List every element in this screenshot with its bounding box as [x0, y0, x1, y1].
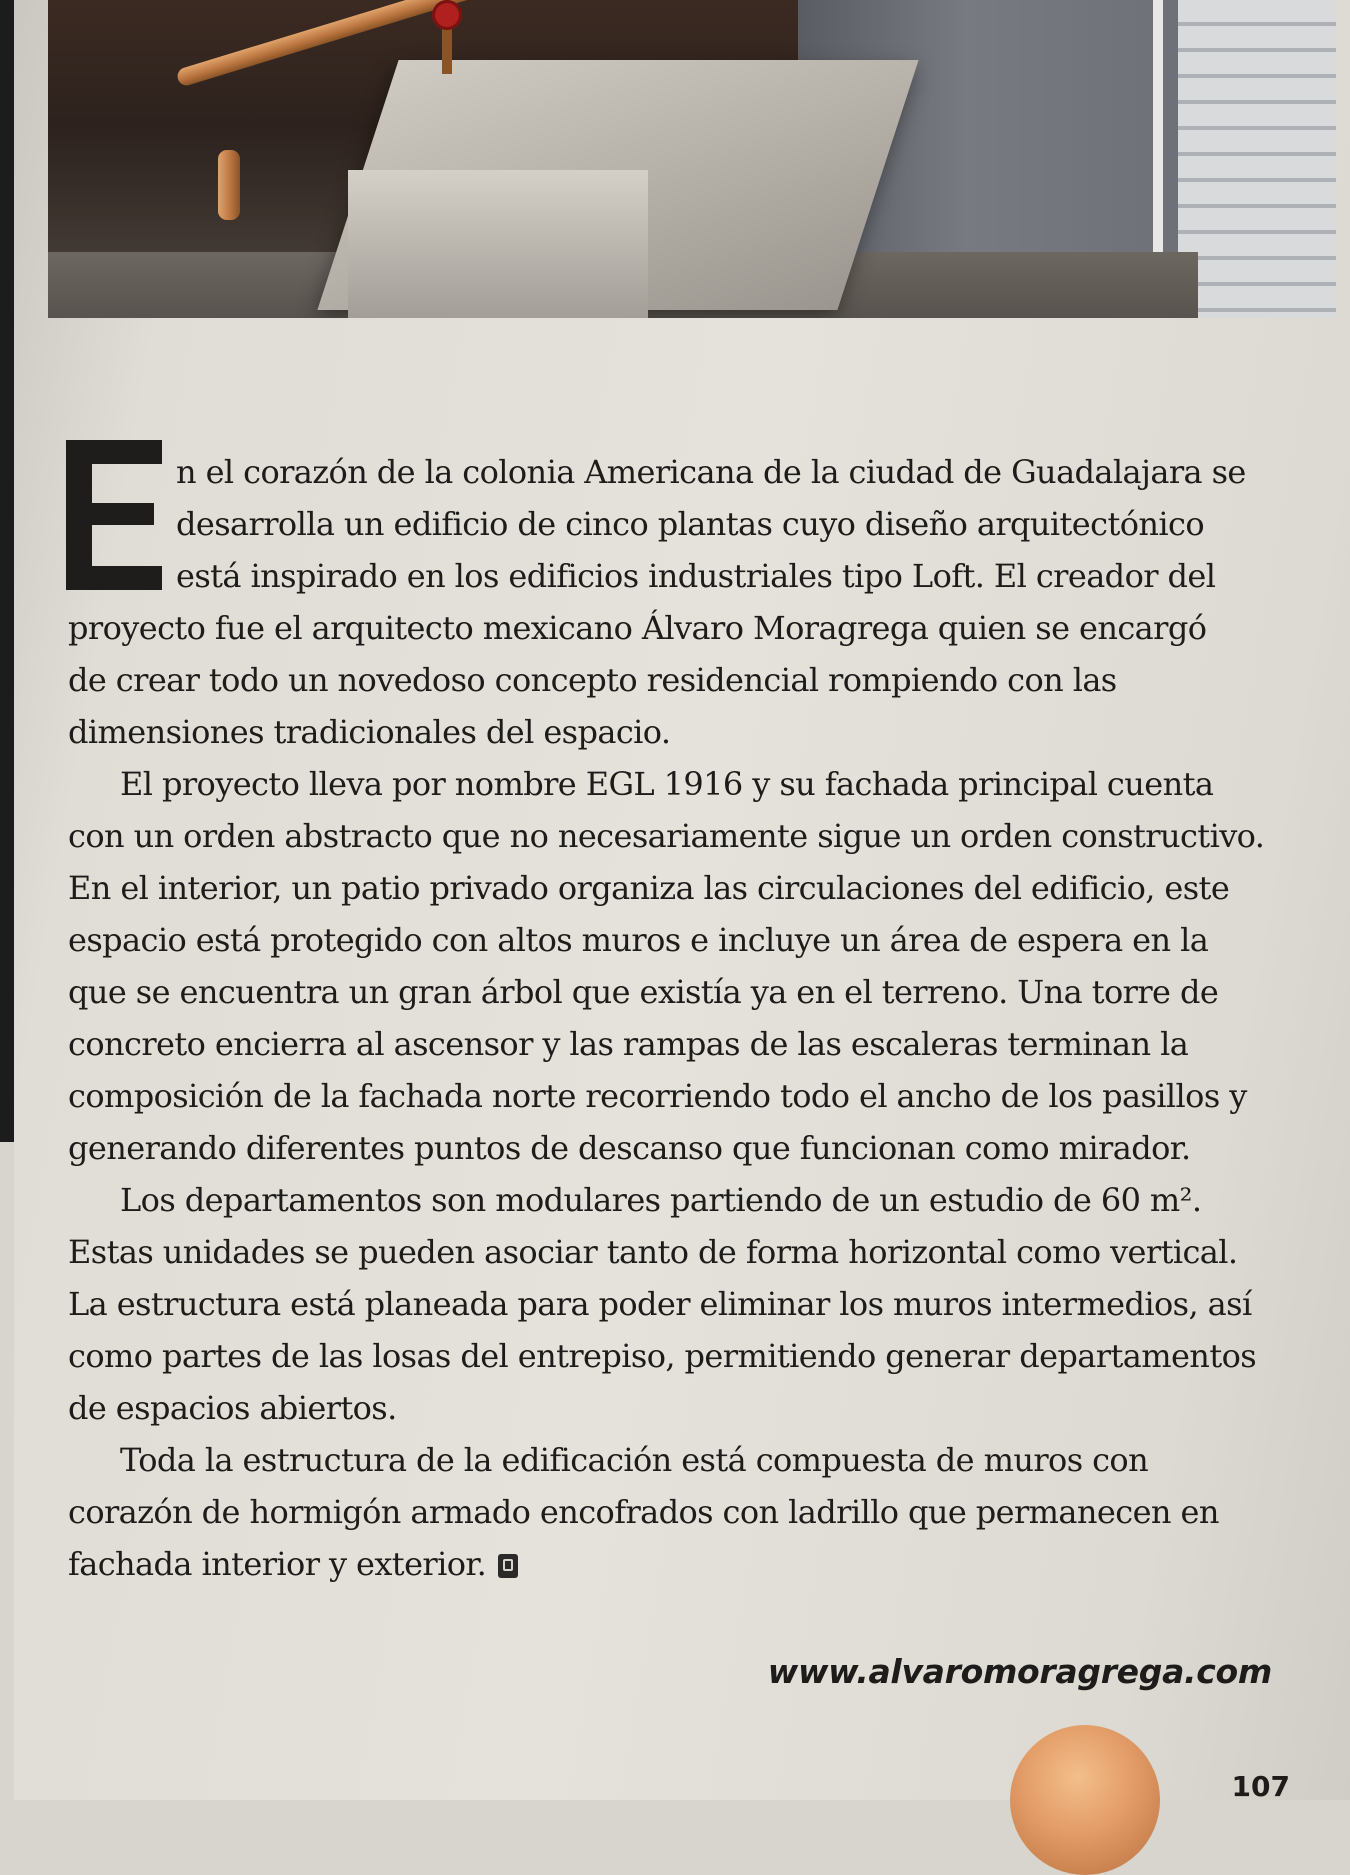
text-line: Toda la estructura de la edificación está compuesta de muros con	[120, 1441, 1149, 1479]
text-line: como partes de las losas del entrepiso, permitiendo generar departamentos	[68, 1337, 1257, 1375]
text-line: concreto encierra al ascensor y las rampas de las escaleras terminan la	[68, 1025, 1189, 1063]
text-line: que se encuentra un gran árbol que existía ya en el terreno. Una torre de	[68, 973, 1219, 1011]
text-line-content: fachada interior y exterior.	[68, 1545, 487, 1583]
magazine-spine	[0, 0, 14, 1142]
text-line: Estas unidades se pueden asociar tanto de forma horizontal como vertical.	[68, 1233, 1238, 1271]
text-line: generando diferentes puntos de descanso que funcionan como mirador.	[68, 1129, 1191, 1167]
text-line: En el interior, un patio privado organiza las circulaciones del edificio, este	[68, 869, 1230, 907]
article-paragraph	[68, 1434, 1268, 1590]
text-line: con un orden abstracto que no necesariamente sigue un orden constructivo.	[68, 817, 1265, 855]
bathroom-photo	[48, 0, 1336, 318]
text-line: corazón de hormigón armado encofrados con ladrillo que permanecen en	[68, 1493, 1219, 1531]
page-number: 107	[1231, 1770, 1290, 1803]
photo-copper-pipe-vertical	[218, 150, 240, 220]
photo-valve-stem	[442, 24, 452, 74]
text-line-last	[68, 1538, 1268, 1590]
text-line: n el corazón de la colonia Americana de la ciudad de Guadalajara se	[176, 453, 1246, 491]
drop-cap-letter	[66, 440, 67, 441]
photo-window	[1178, 0, 1336, 318]
text-line: espacio está protegido con altos muros e incluye un área de espera en la	[68, 921, 1209, 959]
text-line: desarrolla un edificio de cinco plantas cuyo diseño arquitectónico	[176, 505, 1205, 543]
text-line: de crear todo un novedoso concepto residencial rompiendo con las	[68, 661, 1117, 699]
text-line: está inspirado en los edificios industriales tipo Loft. El creador del	[176, 557, 1216, 595]
article-paragraph	[68, 1174, 1268, 1434]
text-line: composición de la fachada norte recorriendo todo el ancho de los pasillos y	[68, 1077, 1247, 1115]
text-line: de espacios abiertos.	[68, 1389, 397, 1427]
photo-red-valve	[432, 0, 462, 30]
text-line: Los departamentos son modulares partiendo de un estudio de 60 m².	[120, 1181, 1202, 1219]
text-line: La estructura está planeada para poder eliminar los muros intermedios, así	[68, 1285, 1252, 1323]
article-body	[68, 446, 1268, 1590]
article-paragraph	[68, 446, 1268, 758]
website-url[interactable]: www.alvaromoragrega.com	[767, 1652, 1272, 1691]
text-line: dimensiones tradicionales del espacio.	[68, 713, 671, 751]
text-line: El proyecto lleva por nombre EGL 1916 y su fachada principal cuenta	[120, 765, 1214, 803]
article-paragraph	[68, 758, 1268, 1174]
text-line: proyecto fue el arquitecto mexicano Álvaro Moragrega quien se encargó	[68, 609, 1207, 647]
photo-sink-front	[348, 170, 648, 318]
end-of-article-icon	[498, 1554, 518, 1578]
finger-photo-obstruction	[1010, 1725, 1160, 1875]
